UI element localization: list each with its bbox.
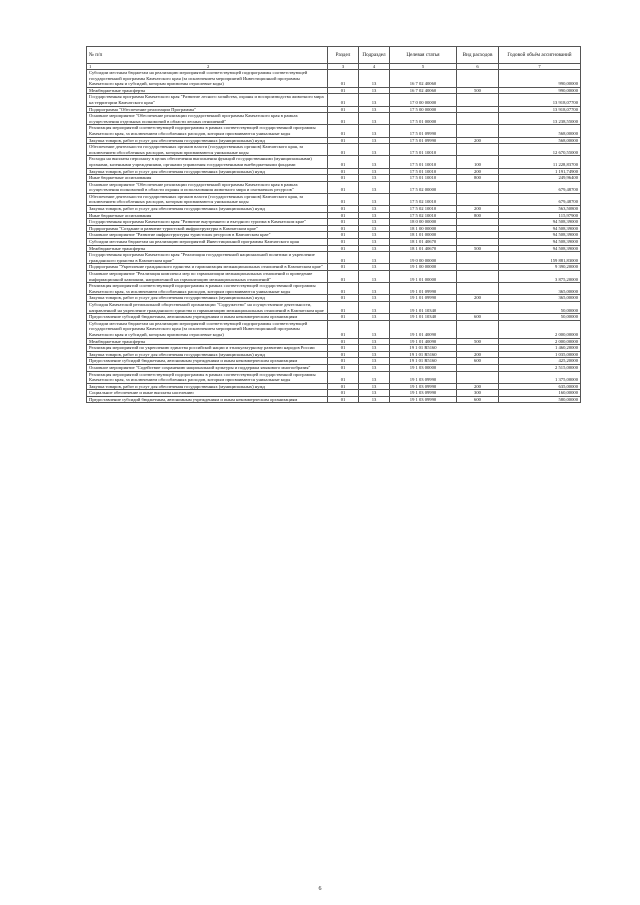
row-volume-cell: 365,00000: [499, 283, 581, 295]
column-number-5: 5: [390, 64, 457, 70]
row-target-article-cell: 19 0 00 00000: [390, 252, 457, 264]
row-name-cell: Реализация мероприятий соответствующей подпрограммы в рамках соответствующей государственной программы Камчатского края, за исключением обособленных расходов, которым присваиваются уникальные коды: [87, 371, 328, 383]
row-section-cell: 01: [328, 70, 359, 88]
table-row: [87, 239, 581, 246]
row-section-cell: 01: [328, 113, 359, 125]
header-annual-volume: Годовой объём ассигнований: [499, 47, 581, 64]
row-section-cell: 01: [328, 338, 359, 345]
row-volume-cell: 94 508,39000: [499, 219, 581, 226]
row-target-article-cell: 19 1 01 40090: [390, 338, 457, 345]
row-subsection-cell: 13: [359, 239, 390, 246]
column-number-4: 4: [359, 64, 390, 70]
row-target-article-cell: 19 1 01 R5160: [390, 351, 457, 358]
row-volume-cell: 3 875,20000: [499, 271, 581, 283]
row-subsection-cell: 13: [359, 144, 390, 156]
row-section-cell: 01: [328, 168, 359, 175]
row-volume-cell: 2 000,00000: [499, 320, 581, 338]
row-name-cell: Основное мероприятие "Обеспечение реализации государственной программы Камчатского края в рамках осуществления отдельных полномочий в области лесных отношений": [87, 113, 328, 125]
row-name-cell: Основное мероприятие "Обеспечение реализации государственной программы Камчатского края в рамках осуществления полномочий в области охраны и использования животного мира и охотничьих ресурсов": [87, 181, 328, 193]
table-row: [87, 206, 581, 213]
table-row: [87, 345, 581, 352]
budget-table: [86, 46, 581, 403]
row-target-article-cell: 17 5 01 10010: [390, 175, 457, 182]
row-expense-type-cell: [457, 125, 499, 137]
row-subsection-cell: 13: [359, 383, 390, 390]
row-expense-type-cell: [457, 264, 499, 271]
row-section-cell: 01: [328, 320, 359, 338]
row-subsection-cell: 13: [359, 206, 390, 213]
row-name-cell: Подпрограмма "Создание и развитие туристской инфраструктуры в Камчатском крае": [87, 225, 328, 232]
budget-table-page: [86, 46, 580, 403]
row-target-article-cell: 18 1 01 00000: [390, 232, 457, 239]
row-name-cell: Реализация мероприятий по укреплению единства российской нации и этнокультурному развитию народов России: [87, 345, 328, 352]
column-number-3: 3: [328, 64, 359, 70]
row-target-article-cell: 19 1 01 10340: [390, 301, 457, 313]
row-expense-type-cell: 200: [457, 295, 499, 302]
table-header-row: [87, 47, 581, 64]
row-volume-cell: 679,48700: [499, 193, 581, 205]
table-row: [87, 70, 581, 88]
row-volume-cell: 1 191,74900: [499, 168, 581, 175]
row-volume-cell: 94 508,39000: [499, 232, 581, 239]
row-target-article-cell: 17 5 02 10010: [390, 206, 457, 213]
row-volume-cell: 13 238,55000: [499, 113, 581, 125]
row-subsection-cell: 13: [359, 70, 390, 88]
row-target-article-cell: 19 1 03 09990: [390, 383, 457, 390]
row-expense-type-cell: 600: [457, 358, 499, 365]
row-target-article-cell: 17 5 02 10010: [390, 212, 457, 219]
row-target-article-cell: 19 1 03 09990: [390, 396, 457, 403]
row-expense-type-cell: 500: [457, 338, 499, 345]
row-section-cell: 01: [328, 175, 359, 182]
row-expense-type-cell: [457, 271, 499, 283]
table-row: [87, 212, 581, 219]
row-target-article-cell: 19 1 03 09990: [390, 371, 457, 383]
row-target-article-cell: 18 1 00 00000: [390, 225, 457, 232]
row-volume-cell: 94 508,39000: [499, 245, 581, 252]
row-volume-cell: 94 508,39000: [499, 225, 581, 232]
row-target-article-cell: 19 1 03 00000: [390, 364, 457, 371]
table-row: [87, 271, 581, 283]
row-target-article-cell: 17 5 01 10010: [390, 144, 457, 156]
row-subsection-cell: 13: [359, 314, 390, 321]
row-target-article-cell: 17 5 01 00000: [390, 113, 457, 125]
row-subsection-cell: 13: [359, 156, 390, 168]
table-row: [87, 106, 581, 113]
row-target-article-cell: 17 5 01 09990: [390, 137, 457, 144]
row-target-article-cell: 19 1 03 09990: [390, 390, 457, 397]
row-name-cell: Подпрограмма "Укрепление гражданского единства и гармонизация межнациональных отношений в Камчатском крае": [87, 264, 328, 271]
row-expense-type-cell: [457, 301, 499, 313]
row-volume-cell: 12 670,55000: [499, 144, 581, 156]
row-subsection-cell: 13: [359, 106, 390, 113]
row-subsection-cell: 13: [359, 264, 390, 271]
row-expense-type-cell: [457, 219, 499, 226]
row-subsection-cell: 13: [359, 193, 390, 205]
row-expense-type-cell: [457, 181, 499, 193]
row-section-cell: 01: [328, 232, 359, 239]
table-row: [87, 383, 581, 390]
row-subsection-cell: 13: [359, 283, 390, 295]
row-section-cell: 01: [328, 295, 359, 302]
row-subsection-cell: 13: [359, 358, 390, 365]
header-num: № п/п: [89, 52, 103, 58]
row-name-cell: Обеспечение деятельности государственных органов власти (государственных органов) Камчатского края, за исключением обособленных расходов, которым присваиваются уникальные коды: [87, 193, 328, 205]
row-section-cell: 01: [328, 144, 359, 156]
row-subsection-cell: 13: [359, 320, 390, 338]
row-expense-type-cell: 800: [457, 175, 499, 182]
row-subsection-cell: 13: [359, 212, 390, 219]
row-target-article-cell: 19 1 00 00000: [390, 264, 457, 271]
row-target-article-cell: 19 1 01 R5160: [390, 358, 457, 365]
row-subsection-cell: 13: [359, 271, 390, 283]
row-subsection-cell: 13: [359, 338, 390, 345]
row-target-article-cell: 19 1 01 09990: [390, 283, 457, 295]
row-name-cell: Закупка товаров, работ и услуг для обеспечения государственных (муниципальных) нужд: [87, 137, 328, 144]
row-target-article-cell: 17 5 01 09990: [390, 125, 457, 137]
row-section-cell: 01: [328, 301, 359, 313]
row-section-cell: 01: [328, 106, 359, 113]
row-subsection-cell: 13: [359, 87, 390, 94]
table-row: [87, 396, 581, 403]
row-name-cell: Основное мероприятие "Развитие инфраструктуры туристских ресурсов в Камчатском крае": [87, 232, 328, 239]
row-volume-cell: 13 918,07700: [499, 106, 581, 113]
row-expense-type-cell: 600: [457, 396, 499, 403]
header-section: Раздел: [328, 47, 359, 64]
table-row: [87, 390, 581, 397]
header-target-article: Целевая статья: [390, 47, 457, 64]
row-volume-cell: 1 460,20000: [499, 345, 581, 352]
row-name-cell: Реализация мероприятий соответствующей подпрограммы в рамках соответствующей государственной программы Камчатского края, за исключением обособленных расходов, которым присваиваются уникальные коды: [87, 125, 328, 137]
row-section-cell: 01: [328, 283, 359, 295]
row-expense-type-cell: 500: [457, 87, 499, 94]
row-volume-cell: 159 881,83000: [499, 252, 581, 264]
row-expense-type-cell: 800: [457, 212, 499, 219]
row-volume-cell: 2 000,00000: [499, 338, 581, 345]
row-name-cell: Основное мероприятие "Реализация комплекса мер по гармонизации межнациональных отношений и проведение информационной кампании, направленной на гармонизацию межнациональных отношений": [87, 271, 328, 283]
row-expense-type-cell: [457, 144, 499, 156]
row-section-cell: 01: [328, 314, 359, 321]
row-volume-cell: 635,00000: [499, 383, 581, 390]
row-subsection-cell: 13: [359, 364, 390, 371]
column-number-2: 2: [207, 64, 210, 69]
row-section-cell: 01: [328, 264, 359, 271]
row-expense-type-cell: 100: [457, 156, 499, 168]
row-name-cell: Межбюджетные трансферты: [87, 245, 328, 252]
row-name-cell: Государственная программа Камчатского края "Реализация государственной национальной политики и укрепление гражданского единства в Камчатском крае": [87, 252, 328, 264]
row-volume-cell: 580,00000: [499, 396, 581, 403]
row-expense-type-cell: 200: [457, 137, 499, 144]
row-subsection-cell: 13: [359, 396, 390, 403]
row-section-cell: 01: [328, 271, 359, 283]
row-name-cell: Закупка товаров, работ и услуг для обеспечения государственных (муниципальных) нужд: [87, 383, 328, 390]
table-row: [87, 264, 581, 271]
row-name-cell: Обеспечение деятельности государственных органов власти (государственных органов) Камчатского края, за исключением обособленных расходов, которым присваиваются уникальные коды: [87, 144, 328, 156]
row-expense-type-cell: 200: [457, 383, 499, 390]
row-section-cell: 01: [328, 239, 359, 246]
row-volume-cell: 9 390,20000: [499, 264, 581, 271]
table-row: [87, 156, 581, 168]
table-row: [87, 301, 581, 313]
row-volume-cell: 990,00000: [499, 70, 581, 88]
row-target-article-cell: 17 5 00 00000: [390, 106, 457, 113]
row-target-article-cell: 17 5 01 10010: [390, 168, 457, 175]
row-section-cell: 01: [328, 252, 359, 264]
row-name-cell: Предоставление субсидий бюджетным, автономным учреждениям и иным некоммерческим организациям: [87, 396, 328, 403]
row-expense-type-cell: 300: [457, 390, 499, 397]
row-expense-type-cell: [457, 70, 499, 88]
row-name-cell: Иные бюджетные ассигнования: [87, 175, 328, 182]
row-target-article-cell: 19 1 01 00000: [390, 271, 457, 283]
row-subsection-cell: 13: [359, 181, 390, 193]
row-volume-cell: 1 375,00000: [499, 371, 581, 383]
row-subsection-cell: 13: [359, 301, 390, 313]
row-name-cell: Социальное обеспечение и иные выплаты населению: [87, 390, 328, 397]
column-number-6: 6: [457, 64, 499, 70]
row-name-cell: Расходы на выплаты персоналу в целях обеспечения выполнения функций государственными (муниципальными) органами, казенными учреждениями, органами управления государственными внебюджетными фондами: [87, 156, 328, 168]
row-subsection-cell: 13: [359, 125, 390, 137]
row-section-cell: 01: [328, 390, 359, 397]
row-section-cell: 01: [328, 358, 359, 365]
row-subsection-cell: 13: [359, 225, 390, 232]
row-expense-type-cell: [457, 252, 499, 264]
row-subsection-cell: 13: [359, 113, 390, 125]
row-name-cell: Субсидии местным бюджетам на реализацию мероприятий Инвестиционной программы Камчатского края: [87, 239, 328, 246]
row-expense-type-cell: [457, 113, 499, 125]
row-volume-cell: 679,48700: [499, 181, 581, 193]
row-section-cell: 01: [328, 156, 359, 168]
row-name-cell: Иные бюджетные ассигнования: [87, 212, 328, 219]
row-target-article-cell: 17 5 02 10010: [390, 193, 457, 205]
row-subsection-cell: 13: [359, 351, 390, 358]
row-name-cell: Подпрограмма "Обеспечение реализации Программы": [87, 106, 328, 113]
row-target-article-cell: 17 0 00 00000: [390, 94, 457, 106]
table-row: [87, 232, 581, 239]
row-expense-type-cell: 500: [457, 245, 499, 252]
header-num-name: [87, 47, 328, 64]
row-subsection-cell: 13: [359, 137, 390, 144]
row-target-article-cell: 18 1 01 40670: [390, 245, 457, 252]
row-target-article-cell: 16 7 02 40060: [390, 87, 457, 94]
row-name-cell: Субсидии местным бюджетам на реализацию мероприятий соответствующей подпрограммы соответствующей государственной программы Камчатского края (за исключением мероприятий Инвестиционной программы Камчатского края и субсидий, которым присвоены отраслевые коды): [87, 70, 328, 88]
row-name-cell: Государственная программа Камчатского края "Развитие лесного хозяйства, охраны и воспроизводства животного мира на территории Камчатского края": [87, 94, 328, 106]
table-row: [87, 351, 581, 358]
row-section-cell: 01: [328, 181, 359, 193]
row-expense-type-cell: [457, 320, 499, 338]
row-expense-type-cell: [457, 239, 499, 246]
table-row: [87, 175, 581, 182]
row-target-article-cell: 17 5 02 00000: [390, 181, 457, 193]
table-row: [87, 144, 581, 156]
row-target-article-cell: 16 7 02 40060: [390, 70, 457, 88]
table-row: [87, 320, 581, 338]
table-row: [87, 219, 581, 226]
row-name-cell: Предоставление субсидий бюджетным, автономным учреждениям и иным некоммерческим организациям: [87, 314, 328, 321]
row-section-cell: 01: [328, 125, 359, 137]
column-number-1: 1: [89, 64, 92, 69]
row-volume-cell: 2 515,00000: [499, 364, 581, 371]
row-name-cell: Закупка товаров, работ и услуг для обеспечения государственных (муниципальных) нужд: [87, 168, 328, 175]
row-expense-type-cell: [457, 371, 499, 383]
row-target-article-cell: 19 1 01 R5160: [390, 345, 457, 352]
row-section-cell: 01: [328, 351, 359, 358]
row-subsection-cell: 13: [359, 175, 390, 182]
row-expense-type-cell: 200: [457, 168, 499, 175]
table-row: [87, 181, 581, 193]
row-subsection-cell: 13: [359, 219, 390, 226]
row-volume-cell: 50,00000: [499, 301, 581, 313]
row-volume-cell: 563,50800: [499, 206, 581, 213]
row-section-cell: 01: [328, 193, 359, 205]
table-row: [87, 113, 581, 125]
table-row: [87, 94, 581, 106]
row-expense-type-cell: 200: [457, 351, 499, 358]
table-row: [87, 87, 581, 94]
row-section-cell: 01: [328, 137, 359, 144]
row-name-cell: Реализация мероприятий соответствующей подпрограммы в рамках соответствующей государственной программы Камчатского края, за исключением обособленных расходов, которым присваиваются уникальные коды: [87, 283, 328, 295]
row-subsection-cell: 13: [359, 232, 390, 239]
row-expense-type-cell: [457, 193, 499, 205]
row-subsection-cell: 13: [359, 390, 390, 397]
row-volume-cell: 365,00000: [499, 295, 581, 302]
table-row: [87, 245, 581, 252]
row-name-cell: Субсидии местным бюджетам на реализацию мероприятий соответствующей подпрограммы соответствующей государственной программы Камчатского края (за исключением мероприятий Инвестиционной программы Камчатского края и субсидий, которым присвоены отраслевые коды): [87, 320, 328, 338]
row-volume-cell: 249,96400: [499, 175, 581, 182]
row-expense-type-cell: [457, 106, 499, 113]
header-subsection: Подраздел: [359, 47, 390, 64]
row-section-cell: 01: [328, 371, 359, 383]
row-volume-cell: 94 508,39000: [499, 239, 581, 246]
row-subsection-cell: 13: [359, 252, 390, 264]
row-section-cell: 01: [328, 212, 359, 219]
row-target-article-cell: 18 0 00 00000: [390, 219, 457, 226]
row-expense-type-cell: 200: [457, 206, 499, 213]
row-expense-type-cell: [457, 283, 499, 295]
table-row: [87, 338, 581, 345]
row-volume-cell: 425,20000: [499, 358, 581, 365]
column-number-7: 7: [499, 64, 581, 70]
table-body: [87, 70, 581, 403]
table-row: [87, 283, 581, 295]
row-volume-cell: 13 918,07700: [499, 94, 581, 106]
header-expense-type: Вид расходов: [457, 47, 499, 64]
row-volume-cell: 990,00000: [499, 87, 581, 94]
table-row: [87, 168, 581, 175]
row-name-cell: Закупка товаров, работ и услуг для обеспечения государственных (муниципальных) нужд: [87, 351, 328, 358]
row-section-cell: 01: [328, 245, 359, 252]
row-section-cell: 01: [328, 345, 359, 352]
row-volume-cell: 1 035,00000: [499, 351, 581, 358]
row-target-article-cell: 19 1 01 40090: [390, 320, 457, 338]
row-section-cell: 01: [328, 383, 359, 390]
row-section-cell: 01: [328, 87, 359, 94]
row-name-cell: Государственная программа Камчатского края "Развитие внутреннего и въездного туризма в Камчатском крае": [87, 219, 328, 226]
row-name-cell: Предоставление субсидий бюджетным, автономным учреждениям и иным некоммерческим организациям: [87, 358, 328, 365]
table-row: [87, 252, 581, 264]
row-expense-type-cell: 600: [457, 314, 499, 321]
row-expense-type-cell: [457, 232, 499, 239]
row-name-cell: Межбюджетные трансферты: [87, 338, 328, 345]
row-volume-cell: 11 228,83700: [499, 156, 581, 168]
row-name-cell: Закупка товаров, работ и услуг для обеспечения государственных (муниципальных) нужд: [87, 295, 328, 302]
page-number: 6: [318, 886, 322, 892]
row-subsection-cell: 13: [359, 94, 390, 106]
row-volume-cell: 115,97900: [499, 212, 581, 219]
table-row: [87, 137, 581, 144]
row-section-cell: 01: [328, 364, 359, 371]
row-subsection-cell: 13: [359, 345, 390, 352]
row-expense-type-cell: [457, 94, 499, 106]
table-row: [87, 358, 581, 365]
row-subsection-cell: 13: [359, 168, 390, 175]
table-row: [87, 371, 581, 383]
row-name-cell: Межбюджетные трансферты: [87, 87, 328, 94]
row-target-article-cell: 18 1 01 40670: [390, 239, 457, 246]
table-row: [87, 295, 581, 302]
row-section-cell: 01: [328, 219, 359, 226]
table-row: [87, 225, 581, 232]
row-section-cell: 01: [328, 225, 359, 232]
row-name-cell: Закупка товаров, работ и услуг для обеспечения государственных (муниципальных) нужд: [87, 206, 328, 213]
row-volume-cell: 50,00000: [499, 314, 581, 321]
table-row: [87, 125, 581, 137]
row-name-cell: Основное мероприятие "Содействие сохранению национальной культуры и поддержка языкового многообразия": [87, 364, 328, 371]
row-expense-type-cell: [457, 364, 499, 371]
row-subsection-cell: 13: [359, 371, 390, 383]
row-target-article-cell: 17 5 01 10010: [390, 156, 457, 168]
row-volume-cell: 568,00000: [499, 125, 581, 137]
table-row: [87, 364, 581, 371]
row-target-article-cell: 19 1 01 09990: [390, 295, 457, 302]
row-target-article-cell: 19 1 01 10340: [390, 314, 457, 321]
row-section-cell: 01: [328, 206, 359, 213]
row-subsection-cell: 13: [359, 295, 390, 302]
row-volume-cell: 568,00000: [499, 137, 581, 144]
row-section-cell: 01: [328, 396, 359, 403]
row-subsection-cell: 13: [359, 245, 390, 252]
table-row: [87, 314, 581, 321]
row-expense-type-cell: [457, 225, 499, 232]
row-section-cell: 01: [328, 94, 359, 106]
table-row: [87, 193, 581, 205]
row-volume-cell: 160,00000: [499, 390, 581, 397]
row-name-cell: Субсидия Камчатской региональной общественной организации "Содружество" на осуществление деятельности, направленной на укрепление гражданского единства и гармонизацию межнациональных отношений в Камчатском крае: [87, 301, 328, 313]
row-expense-type-cell: [457, 345, 499, 352]
